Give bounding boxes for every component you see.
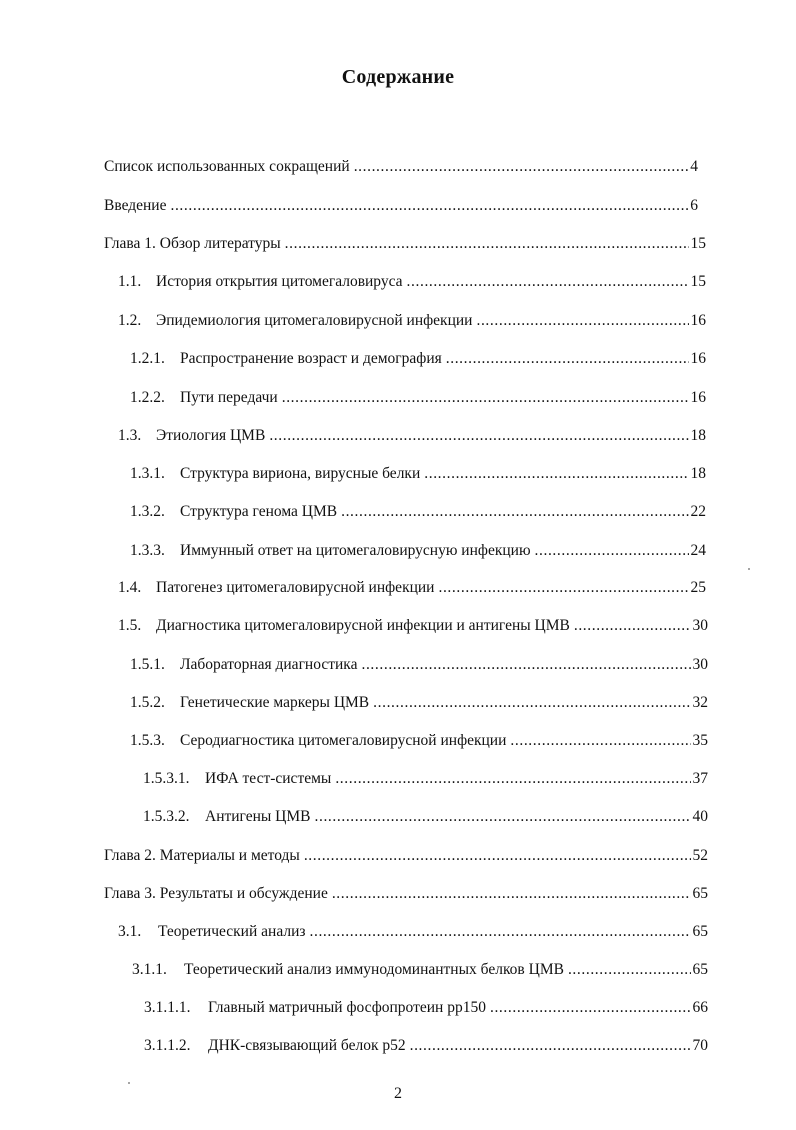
toc-entry[interactable] (118, 272, 706, 292)
toc-entry-page: 70 (692, 1037, 708, 1054)
toc-entry-label: Диагностика цитомегаловирусной инфекции и антигены ЦМВ (156, 617, 570, 634)
toc-entry-page: 37 (692, 770, 708, 787)
toc-entry[interactable] (104, 884, 708, 904)
page-number: 2 (394, 1085, 402, 1102)
toc-entry-page: 16 (690, 312, 706, 329)
toc-entry-label: Лабораторная диагностика (180, 656, 358, 673)
toc-leader (354, 157, 689, 177)
toc-leader (407, 272, 689, 292)
toc-entry-label: Структура вириона, вирусные белки (180, 465, 421, 482)
toc-entry-page: 15 (690, 235, 706, 252)
toc-entry-number: 1.4. (118, 579, 142, 596)
toc-leader (282, 388, 689, 408)
toc-leader (335, 769, 690, 789)
toc-entry-page: 4 (690, 158, 698, 175)
toc-entry-label: ДНК-связывающий белок p52 (208, 1037, 406, 1054)
toc-entry-number: 1.5.3. (130, 732, 165, 749)
toc-entry-number: 1.1. (118, 273, 142, 290)
toc-entry[interactable] (118, 426, 706, 446)
toc-entry-label: Патогенез цитомегаловирусной инфекции (156, 579, 435, 596)
toc-entry-label: Глава 1. Обзор литературы (104, 235, 281, 252)
toc-entry-label: История открытия цитомегаловируса (156, 273, 403, 290)
toc-entry-label: Иммунный ответ на цитомегаловирусную инфекцию (180, 542, 531, 559)
toc-leader (568, 960, 691, 980)
toc-entry-label: Распространение возраст и демография (180, 350, 442, 367)
toc-entry-page: 18 (690, 465, 706, 482)
toc-leader (490, 998, 691, 1018)
toc-entry-page: 30 (692, 656, 708, 673)
toc-entry-page: 32 (692, 694, 708, 711)
toc-entry-page: 65 (692, 923, 708, 940)
toc-entry-page: 6 (690, 197, 698, 214)
toc-entry[interactable] (130, 349, 706, 369)
scan-speck (748, 568, 750, 570)
toc-entry-number: 1.5.3.1. (143, 770, 190, 787)
toc-entry-label: Эпидемиология цитомегаловирусной инфекции (156, 312, 473, 329)
toc-entry-label: Список использованных сокращений (104, 158, 350, 175)
toc-entry-number: 1.3. (118, 427, 142, 444)
toc-entry-label: Генетические маркеры ЦМВ (180, 694, 370, 711)
toc-leader (510, 731, 690, 751)
toc-entry-label: Глава 2. Материалы и методы (104, 847, 300, 864)
toc-leader (410, 1036, 691, 1056)
toc-entry-number: 1.5.2. (130, 694, 165, 711)
toc-entry[interactable] (130, 464, 706, 484)
toc-leader (304, 846, 691, 866)
toc-entry-number: 1.3.3. (130, 542, 165, 559)
toc-entry[interactable] (104, 157, 698, 177)
toc-leader (315, 807, 691, 827)
toc-leader (424, 464, 688, 484)
toc-entry-page: 52 (692, 847, 708, 864)
toc-leader (361, 655, 690, 675)
toc-entry-number: 3.1.1.2. (144, 1037, 191, 1054)
toc-entry-page: 35 (692, 732, 708, 749)
toc-entry-page: 65 (692, 961, 708, 978)
toc-entry-page: 16 (690, 350, 706, 367)
toc-entry-label: Этиология ЦМВ (156, 427, 266, 444)
toc-entry-number: 3.1. (118, 923, 142, 940)
toc-entry[interactable] (118, 311, 706, 331)
toc-leader (285, 234, 689, 254)
toc-entry[interactable] (130, 731, 708, 751)
toc-entry[interactable] (118, 616, 708, 636)
toc-entry[interactable] (130, 541, 706, 561)
toc-leader (574, 616, 691, 636)
toc-entry[interactable] (144, 1036, 708, 1056)
toc-leader (446, 349, 689, 369)
toc-entry-page: 30 (692, 617, 708, 634)
page-title: Содержание (341, 66, 455, 88)
toc-entry-label: Серодиагностика цитомегаловирусной инфекции (180, 732, 507, 749)
toc-leader (476, 311, 688, 331)
toc-leader (341, 502, 688, 522)
toc-entry[interactable] (143, 769, 708, 789)
toc-entry-label: Главный матричный фосфопротеин pp150 (208, 999, 486, 1016)
toc-entry-number: 1.2.1. (130, 350, 165, 367)
toc-entry[interactable] (130, 388, 706, 408)
toc-entry-page: 66 (692, 999, 708, 1016)
toc-entry[interactable] (104, 846, 708, 866)
toc-entry-label: ИФА тест-системы (205, 770, 332, 787)
toc-entry-page: 25 (690, 579, 706, 596)
toc-leader (170, 196, 688, 216)
toc-entry[interactable] (104, 234, 706, 254)
toc-leader (310, 922, 691, 942)
toc-entry-number: 3.1.1.1. (144, 999, 191, 1016)
toc-entry[interactable] (130, 693, 708, 713)
toc-entry-label: Теоретический анализ иммунодоминантных белков ЦМВ (184, 961, 564, 978)
toc-leader (332, 884, 691, 904)
toc-entry-number: 1.5.1. (130, 656, 165, 673)
toc-entry-number: 1.2.2. (130, 389, 165, 406)
toc-entry-label: Антигены ЦМВ (205, 808, 311, 825)
toc-entry[interactable] (104, 196, 698, 216)
toc-leader (269, 426, 688, 446)
toc-entry-number: 1.3.2. (130, 503, 165, 520)
toc-entry[interactable] (143, 807, 708, 827)
toc-entry-page: 18 (690, 427, 706, 444)
toc-entry[interactable] (118, 578, 706, 598)
toc-entry-number: 1.3.1. (130, 465, 165, 482)
toc-leader (373, 693, 690, 713)
toc-entry-page: 15 (690, 273, 706, 290)
toc-entry-number: 1.2. (118, 312, 142, 329)
toc-entry-page: 65 (692, 885, 708, 902)
toc-entry[interactable] (130, 655, 708, 675)
toc-entry[interactable] (144, 998, 708, 1018)
toc-entry-page: 16 (690, 389, 706, 406)
toc-entry-number: 1.5.3.2. (143, 808, 190, 825)
toc-entry-page: 24 (690, 542, 706, 559)
toc-entry[interactable] (130, 502, 706, 522)
toc-leader (438, 578, 688, 598)
scan-speck (128, 1082, 130, 1084)
toc-entry-label: Пути передачи (180, 389, 278, 406)
toc-entry-number: 3.1.1. (132, 961, 167, 978)
toc-entry[interactable] (132, 960, 708, 980)
toc-entry-label: Теоретический анализ (158, 923, 306, 940)
toc-entry-label: Глава 3. Результаты и обсуждение (104, 885, 328, 902)
toc-entry-label: Введение (104, 197, 167, 214)
toc-entry-page: 40 (692, 808, 708, 825)
toc-entry-label: Структура генома ЦМВ (180, 503, 338, 520)
toc-leader (535, 541, 689, 561)
toc-entry[interactable] (118, 922, 708, 942)
toc-entry-number: 1.5. (118, 617, 142, 634)
toc-entry-page: 22 (690, 503, 706, 520)
